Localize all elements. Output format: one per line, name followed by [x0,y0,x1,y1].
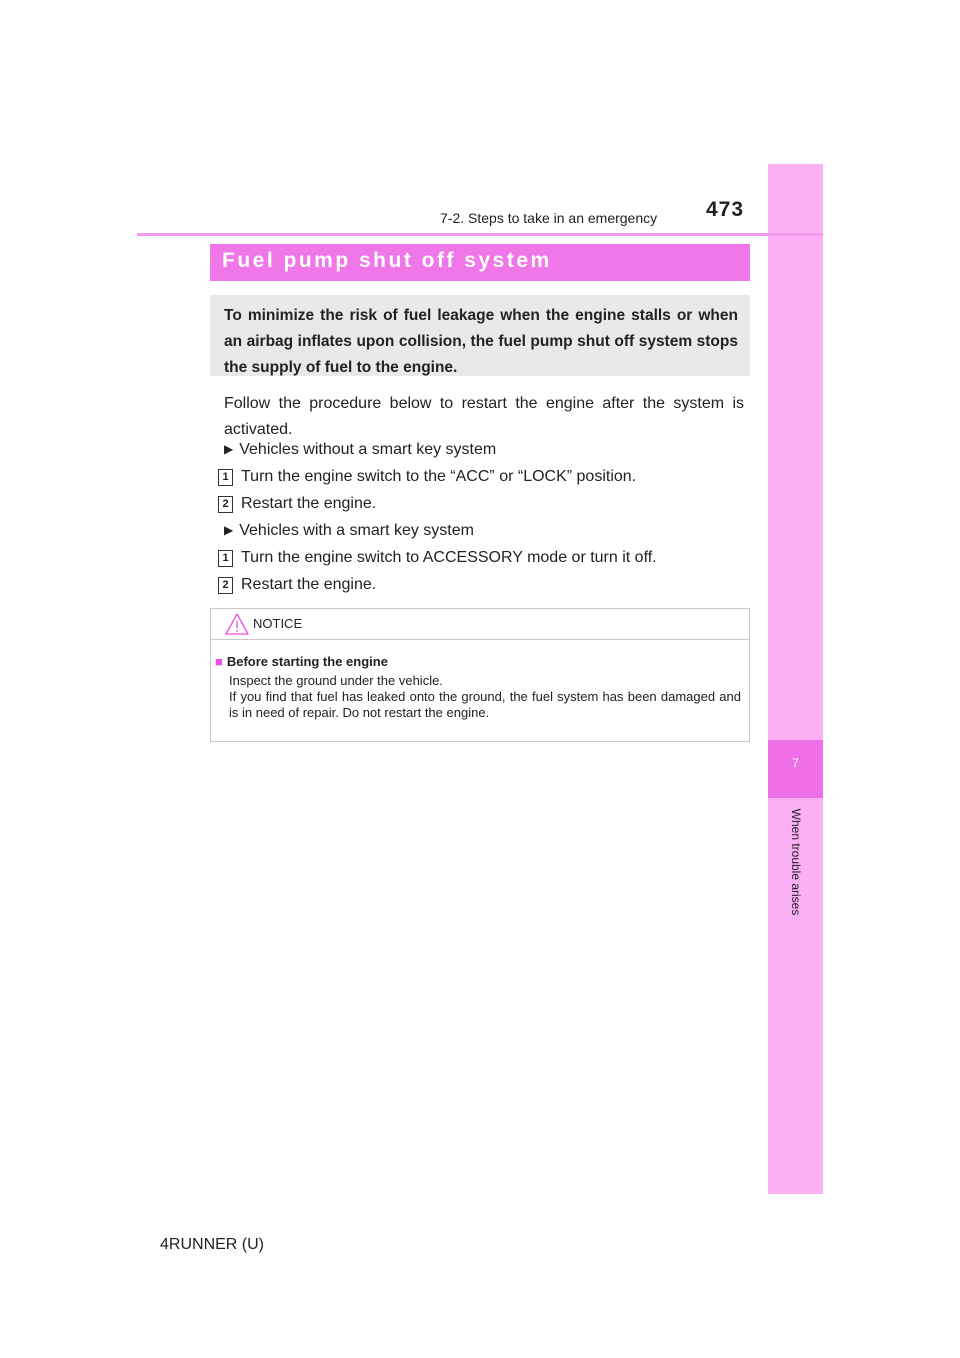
step-text: Turn the engine switch to the “ACC” or “LOCK” position. [241,468,637,485]
notice-body [229,673,741,721]
group-heading [224,441,496,459]
step-number-badge: 2 [218,496,233,513]
notice-line: Inspect the ground under the vehicle. [229,673,443,688]
side-tab [768,164,823,1194]
step-text: Restart the engine. [241,495,377,512]
step-row [218,549,657,567]
notice-label: NOTICE [253,616,303,631]
step-number-badge: 1 [218,469,233,486]
chapter-title: When trouble arises [789,808,803,916]
group-heading [224,522,474,540]
header-rule [137,233,823,236]
group-heading-text: Vehicles without a smart key system [239,441,497,458]
step-row [218,576,376,594]
step-number-badge: 1 [218,550,233,567]
notice-line: If you find that fuel has leaked onto the ground, the fuel system has been damaged and is in need of repair. Do not restart the engine. [229,689,741,720]
section-title: Fuel pump shut off system [210,244,750,281]
page-number: 473 [706,198,745,221]
intro-box [210,295,750,376]
step-number-badge: 2 [218,577,233,594]
group-heading-text: Vehicles with a smart key system [239,522,474,539]
notice-subheading-text: Before starting the engine [226,654,388,669]
step-row [218,495,376,513]
procedure-paragraph: Follow the procedure below to restart the engine after the system is activated. [224,395,744,438]
notice-subheading [215,654,388,669]
step-text: Restart the engine. [241,576,377,593]
notice-header [211,609,749,640]
footer-model: 4RUNNER (U) [160,1236,264,1253]
triangle-bullet-icon: ▶ [224,442,234,456]
intro-text: To minimize the risk of fuel leakage when the engine stalls or when an airbag inflates upon collision, the fuel pump shut off system stops the supply of fuel to the engine. [224,307,738,376]
step-text: Turn the engine switch to ACCESSORY mode or turn it off. [241,549,657,566]
chapter-number: 7 [792,756,799,770]
running-header: 7-2. Steps to take in an emergency [440,210,658,226]
square-bullet-icon: ■ [215,654,223,669]
triangle-bullet-icon: ▶ [224,523,234,537]
step-row [218,468,636,486]
warning-triangle-icon [225,613,249,640]
notice-box [210,608,750,742]
